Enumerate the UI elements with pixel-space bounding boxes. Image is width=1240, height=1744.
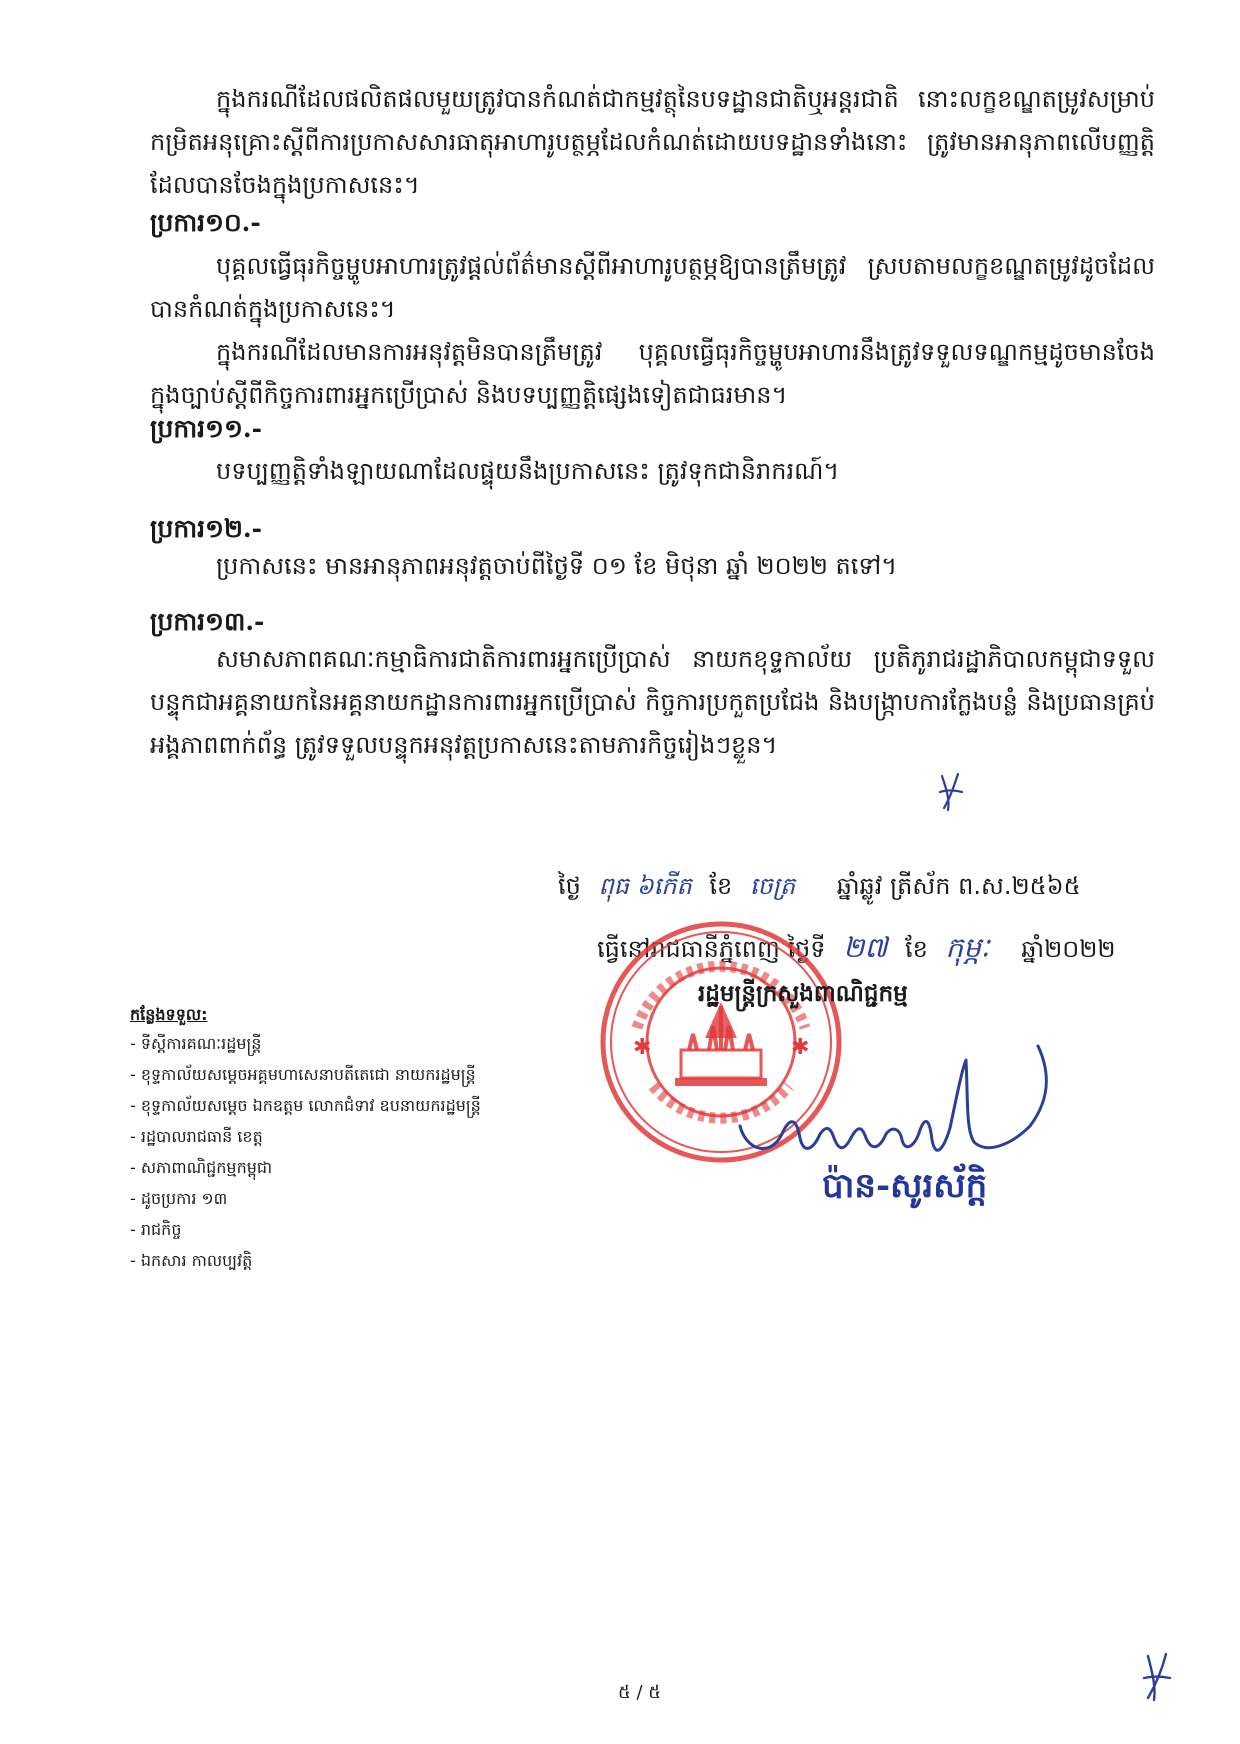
paragraph-article-13: សមាសភាពគណៈកម្មាធិការជាតិការពារអ្នកប្រើប្រាស់ នាយកខុទ្ទកាល័យ ប្រតិភូរាជរដ្ឋាភិបាលកម្ពុជាទទួលបន្ទុកជាអគ្គនាយកនៃអគ្គនាយកដ្ឋានការពារអ្នកប្រើប្រាស់ កិច្ចការប្រកួតប្រជែង និងបង្ក្រាបការក្លែងបន្លំ និងប្រធានគ្រប់អង្គភាពពាក់ព័ន្ធ ត្រូវទទួលបន្ទុកអនុវត្តប្រកាសនេះតាមភារកិច្ចរៀងៗខ្លួន។ — [150, 645, 1155, 759]
recipient-item: - ដូចប្រការ ១៣ — [130, 1189, 228, 1208]
paragraph-article-10-obligation: បុគ្គលធ្វើធុរកិច្ចម្ហូបអាហារត្រូវផ្តល់ព័ត៌មានស្តីពីអាហារូបត្ថម្ភឱ្យបានត្រឹមត្រូវ ស្របតាមលក្ខខណ្ឌតម្រូវដូចដែលបានកំណត់ក្នុងប្រកាសនេះ។ — [150, 252, 1155, 323]
article-10-heading: ប្រការ១០.- — [150, 208, 261, 237]
minister-title: រដ្ឋមន្ត្រីក្រសួងពាណិជ្ជកម្ម — [698, 981, 908, 1007]
solar-date-prefix: ធ្វើនៅរាជធានីភ្នំពេញ ថ្ងៃទី — [597, 935, 826, 963]
article-11-heading: ប្រការ១១.- — [150, 414, 262, 443]
article-12-heading: ប្រការ១២.- — [150, 514, 262, 543]
page-number: ៥ / ៥ — [618, 1682, 661, 1703]
recipient-item: - រាជកិច្ច — [130, 1220, 182, 1239]
recipient-item: - ទីស្តីការគណៈរដ្ឋមន្ត្រី — [130, 1034, 262, 1053]
paragraph-applicability: ក្នុងករណីដែលផលិតផលមួយត្រូវបានកំណត់ជាកម្មវត្ថុនៃបទដ្ឋានជាតិឬអន្តរជាតិ នោះលក្ខខណ្ឌតម្រូវសម្រាប់កម្រិតអនុគ្រោះស្តីពីការប្រកាសសារធាតុអាហារូបត្ថម្ភដែលកំណត់ដោយបទដ្ឋានទាំងនោះ ត្រូវមានអានុភាពលើបញ្ញត្តិដែលបានចែងក្នុងប្រកាសនេះ។ — [150, 85, 1155, 199]
recipient-item: - រដ្ឋបាលរាជធានី ខេត្ត — [130, 1127, 263, 1146]
solar-date-handwritten-month: កុម្ភៈ — [945, 931, 990, 964]
recipient-item: - ឯកសារ កាលប្បវត្តិ — [130, 1251, 253, 1270]
recipients-block — [130, 1002, 550, 1276]
lunar-date-handwritten-day: ពុធ ៦កើត — [598, 872, 692, 900]
solar-date-handwritten-day: ២៧ — [843, 931, 888, 964]
article-13-heading: ប្រការ១៣.- — [150, 607, 265, 636]
lunar-date-suffix: ឆ្នាំឆ្លូវ ត្រីស័ក ព.ស.២៥៦៥ — [836, 872, 1081, 900]
recipients-list — [130, 1028, 550, 1276]
lunar-date-prefix: ថ្ងៃ — [558, 872, 581, 900]
lunar-date-line — [558, 868, 1081, 904]
paragraph-article-10-penalty: ក្នុងករណីដែលមានការអនុវត្តមិនបានត្រឹមត្រូវ បុគ្គលធ្វើធុរកិច្ចម្ហូបអាហារនឹងត្រូវទទួលទណ្ឌកម្មដូចមានចែងក្នុងច្បាប់ស្តីពីកិច្ចការពារអ្នកប្រើប្រាស់ និងបទប្បញ្ញត្តិផ្សេងទៀតជាធរមាន។ — [150, 338, 1155, 409]
lunar-date-handwritten-month: ចេត្រ — [749, 872, 796, 900]
paragraph-article-11: បទប្បញ្ញត្តិទាំងឡាយណាដែលផ្ទុយនឹងប្រកាសនេះ ត្រូវទុកជានិរាករណ៍។ — [216, 457, 840, 485]
solar-date-month-prefix: ខែ — [904, 935, 928, 963]
lunar-date-month-prefix: ខែ — [709, 872, 733, 900]
signer-name: ប៉ាន-សូរស័ក្តិ — [822, 1166, 988, 1206]
paragraph-article-12: ប្រកាសនេះ មានអានុភាពអនុវត្តចាប់ពីថ្ងៃទី ០១ ខែ មិថុនា ឆ្នាំ ២០២២ តទៅ។ — [216, 552, 898, 580]
initial-mark-icon — [936, 770, 966, 814]
svg-text:✱: ✱ — [633, 1035, 652, 1060]
recipient-item: - សភាពាណិជ្ជកម្មកម្ពុជា — [130, 1158, 273, 1177]
recipient-item: - ខុទ្ទកាល័យសម្តេចអគ្គមហាសេនាបតីតេជោ នាយករដ្ឋមន្ត្រី — [130, 1065, 476, 1084]
recipients-title: កន្លែងទទួល: — [130, 1005, 208, 1024]
svg-text:✱: ✱ — [791, 1035, 810, 1060]
recipient-item: - ខុទ្ទកាល័យសម្តេច ឯកឧត្តម លោកជំទាវ ឧបនាយករដ្ឋមន្ត្រី — [130, 1096, 481, 1115]
solar-date-suffix: ឆ្នាំ២០២២ — [1021, 935, 1116, 963]
corner-initial-mark-icon — [1140, 1650, 1174, 1704]
